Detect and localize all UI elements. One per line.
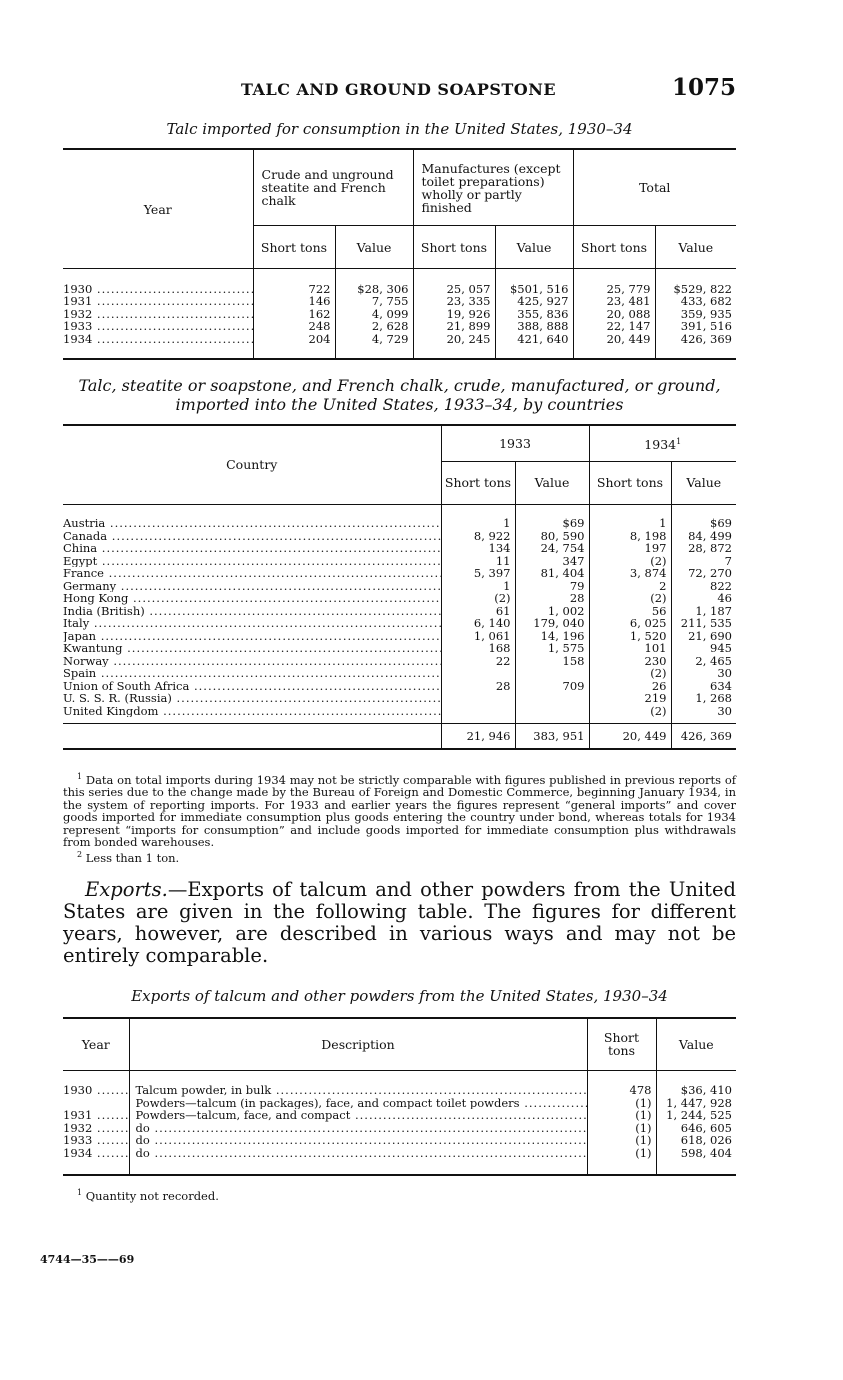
table-cell: 146 (253, 295, 335, 308)
country-label: Hong Kong ..... (63, 592, 441, 605)
table2-subheader: Value (515, 461, 589, 504)
description-label: Powders—talcum, face, and compact ..... (136, 1109, 588, 1122)
table3-footnote (63, 1187, 736, 1202)
table-cell: 2, 628 (335, 320, 413, 333)
country-label: China ..... (63, 542, 441, 555)
table-cell: 179, 040 (515, 617, 589, 630)
table-cell: (2) (589, 555, 671, 568)
table3-caption: Exports of talcum and other powders from the United States, 1930–34 (131, 987, 668, 1005)
table-cell: 219 (589, 692, 671, 705)
table-cell: 22, 147 (573, 320, 655, 333)
table-cell: 21, 690 (671, 630, 736, 643)
value-cell: 1, 447, 928 (656, 1097, 736, 1110)
value-cell: 598, 404 (656, 1147, 736, 1160)
table-cell: 61 (441, 605, 515, 618)
country-label: Union of South Africa ..... (63, 680, 441, 693)
table2-caption (63, 376, 736, 414)
table-cell: 1, 268 (671, 692, 736, 705)
table-cell (441, 692, 515, 705)
table-cell: 822 (671, 580, 736, 593)
table2-subheader: Value (671, 461, 736, 504)
table-cell: 81, 404 (515, 567, 589, 580)
description-label: Powders—talcum (in packages), face, and compact toilet powders ..... (136, 1097, 588, 1110)
table-cell: 197 (589, 542, 671, 555)
table2-year-header-1934 (589, 425, 736, 461)
table-cell: 211, 535 (671, 617, 736, 630)
table-cell: $69 (515, 517, 589, 530)
table3-header-short-tons: Short tons (587, 1018, 656, 1070)
table-cell: 28 (441, 680, 515, 693)
table-cell: 1, 520 (589, 630, 671, 643)
table-cell: 433, 682 (655, 295, 736, 308)
table-cell (441, 667, 515, 680)
table-cell: 426, 369 (655, 333, 736, 346)
table-cell: 23, 481 (573, 295, 655, 308)
table-cell: 26 (589, 680, 671, 693)
table-cell: 1, 575 (515, 642, 589, 655)
table-row (63, 320, 736, 333)
page-number: 1075 (671, 74, 736, 101)
table-cell: 230 (589, 655, 671, 668)
running-title: TALC AND GROUND SOAPSTONE (241, 80, 557, 99)
table-cell: $501, 516 (495, 283, 573, 296)
table-cell: 3, 874 (589, 567, 671, 580)
footnote (63, 1187, 736, 1202)
table1-caption: Talc imported for consumption in the United States, 1930–34 (166, 120, 633, 138)
table-cell: 21, 899 (413, 320, 495, 333)
table3-header-value: Value (656, 1018, 736, 1070)
table-row (63, 1084, 736, 1097)
table-row (63, 680, 736, 693)
table1-group-header-manufactures: Manufactures (except toilet preparations) wholly or partly finished (413, 149, 573, 226)
table1-group-header-total: Total (573, 149, 736, 226)
table-row (63, 642, 736, 655)
country-label: Norway ..... (63, 655, 441, 668)
table-row (63, 692, 736, 705)
value-cell: $36, 410 (656, 1084, 736, 1097)
table2-subheader: Short tons (441, 461, 515, 504)
year-1934: 1934 (644, 437, 677, 453)
table-cell: 722 (253, 283, 335, 296)
table-row (63, 705, 736, 718)
table-cell: 359, 935 (655, 308, 736, 321)
table1-year-header: Year (63, 149, 253, 269)
description-label: do ..... (136, 1147, 588, 1160)
total-cell: 426, 369 (671, 723, 736, 749)
table-cell: 634 (671, 680, 736, 693)
footnote-mark: 1 (676, 437, 682, 447)
table-cell: 1, 061 (441, 630, 515, 643)
table-row (63, 1147, 736, 1160)
table-cell: 347 (515, 555, 589, 568)
table-cell: 1 (589, 517, 671, 530)
exports-paragraph (63, 879, 736, 967)
table-cell: 158 (515, 655, 589, 668)
table-cell: 4, 729 (335, 333, 413, 346)
country-label: Canada ..... (63, 530, 441, 543)
table-row (63, 592, 736, 605)
tons-cell: (1) (587, 1147, 656, 1160)
year-label: 1932 ..... (63, 1122, 129, 1135)
table1-subheader: Value (335, 226, 413, 269)
table3-header-description: Description (129, 1018, 587, 1070)
table2 (63, 424, 736, 750)
tons-cell: (1) (587, 1134, 656, 1147)
table-cell: 72, 270 (671, 567, 736, 580)
table-cell: 1, 187 (671, 605, 736, 618)
table-cell: (2) (441, 592, 515, 605)
country-label: Italy ..... (63, 617, 441, 630)
table-cell (515, 705, 589, 718)
table-cell: 2 (589, 580, 671, 593)
footnote-mark: 2 (77, 849, 83, 859)
table-cell: 30 (671, 705, 736, 718)
table-row (63, 667, 736, 680)
value-cell: 618, 026 (656, 1134, 736, 1147)
table-cell: $529, 822 (655, 283, 736, 296)
table-cell: 945 (671, 642, 736, 655)
table-cell: 79 (515, 580, 589, 593)
value-cell: 646, 605 (656, 1122, 736, 1135)
table-cell: 168 (441, 642, 515, 655)
table-cell: 355, 836 (495, 308, 573, 321)
year-label: 1933 ..... (63, 320, 253, 333)
year-label: 1931 ..... (63, 1109, 129, 1122)
year-label: 1934 ..... (63, 1147, 129, 1160)
table-cell: 709 (515, 680, 589, 693)
table3 (63, 1017, 736, 1176)
table2-caption-line1: Talc, steatite or soapstone, and French chalk, crude, manufactured, or ground, (78, 376, 721, 395)
country-label: Austria ..... (63, 517, 441, 530)
country-label: India (British) ..... (63, 605, 441, 618)
table1-subheader: Value (655, 226, 736, 269)
tons-cell: (1) (587, 1122, 656, 1135)
table-cell: 6, 025 (589, 617, 671, 630)
table-cell: 134 (441, 542, 515, 555)
country-label: Japan ..... (63, 630, 441, 643)
table1-group-header-crude: Crude and unground steatite and French chalk (253, 149, 413, 226)
table-cell: 101 (589, 642, 671, 655)
table-cell: $28, 306 (335, 283, 413, 296)
table-cell: (2) (589, 667, 671, 680)
table1-subheader: Value (495, 226, 573, 269)
table1 (63, 148, 736, 360)
table-cell: 421, 640 (495, 333, 573, 346)
country-label: United Kingdom ..... (63, 705, 441, 718)
table-row (63, 655, 736, 668)
table-row (63, 1109, 736, 1122)
table-cell: (2) (589, 705, 671, 718)
country-label: U. S. S. R. (Russia) ..... (63, 692, 441, 705)
description-label: do ..... (136, 1122, 588, 1135)
table-cell: 22 (441, 655, 515, 668)
table-cell: $69 (671, 517, 736, 530)
footnote (63, 849, 736, 864)
table-cell: 19, 926 (413, 308, 495, 321)
description-label: do ..... (136, 1134, 588, 1147)
country-label: Germany ..... (63, 580, 441, 593)
table-cell: 11 (441, 555, 515, 568)
table-cell: 8, 922 (441, 530, 515, 543)
table-row (63, 580, 736, 593)
table-cell: 2, 465 (671, 655, 736, 668)
footnote (63, 771, 736, 849)
table-row (63, 567, 736, 580)
table-cell: 391, 516 (655, 320, 736, 333)
table-cell: 46 (671, 592, 736, 605)
table-cell: 1 (441, 517, 515, 530)
table-cell: 7 (671, 555, 736, 568)
running-head (63, 74, 736, 104)
country-label: France ..... (63, 567, 441, 580)
total-cell: 383, 951 (515, 723, 589, 749)
table-cell: 56 (589, 605, 671, 618)
value-cell: 1, 244, 525 (656, 1109, 736, 1122)
table-row (63, 333, 736, 346)
country-label: Spain ..... (63, 667, 441, 680)
table2-subheader: Short tons (589, 461, 671, 504)
table-row (63, 1134, 736, 1147)
table-cell: 248 (253, 320, 335, 333)
table-cell: 162 (253, 308, 335, 321)
table-cell: 4, 099 (335, 308, 413, 321)
paragraph-lead: Exports. (85, 878, 168, 901)
table-cell: 20, 088 (573, 308, 655, 321)
footnote-text: Data on total imports during 1934 may not be strictly comparable with figures published in previous reports of this series due to the change made by the Bureau of Foreign and Domestic Commerce, beginning January 1934, in the system of reporting imports. For 1933 and earlier years the figures represent “general imports” and cover goods imported for immediate consumption plus goods entering the country under bond, whereas totals for 1934 represent “imports for consumption” and include goods imported for immediate consumption plus withdrawals from bonded warehouses. (63, 772, 736, 850)
year-label: 1932 ..... (63, 308, 253, 321)
tons-cell: (1) (587, 1097, 656, 1110)
year-label: 1930 ..... (63, 1084, 129, 1097)
paragraph-text: —Exports of talcum and other powders from the United States are given in the following table. The figures for different years, however, are described in various ways and may not be entirely comparable. (63, 878, 736, 967)
table-row (63, 295, 736, 308)
table-cell: 14, 196 (515, 630, 589, 643)
tons-cell: 478 (587, 1084, 656, 1097)
table2-year-header-1933: 1933 (441, 425, 589, 461)
country-label: Kwantung ..... (63, 642, 441, 655)
table3-header-year: Year (81, 1036, 110, 1052)
table-cell: 28 (515, 592, 589, 605)
footnote-mark: 1 (77, 1188, 83, 1197)
table-cell: 24, 754 (515, 542, 589, 555)
footnote-text: Quantity not recorded. (85, 1188, 219, 1203)
table-cell (515, 667, 589, 680)
table-cell: 30 (671, 667, 736, 680)
table2-totals-row (63, 723, 736, 749)
print-code: 4744—35——69 (40, 1253, 135, 1266)
table-cell (441, 705, 515, 718)
table2-body (63, 517, 736, 717)
table1-subheader: Short tons (413, 226, 495, 269)
table-cell: 1, 002 (515, 605, 589, 618)
total-cell: 21, 946 (441, 723, 515, 749)
tons-cell: (1) (587, 1109, 656, 1122)
footnote-mark: 1 (77, 772, 83, 781)
table-cell: 425, 927 (495, 295, 573, 308)
table-cell: 23, 335 (413, 295, 495, 308)
year-label: 1933 ..... (63, 1134, 129, 1147)
table2-footnotes (63, 771, 736, 864)
table-cell: 28, 872 (671, 542, 736, 555)
table-cell: 7, 755 (335, 295, 413, 308)
table-cell: 5, 397 (441, 567, 515, 580)
table1-subheader: Short tons (573, 226, 655, 269)
table-cell: 6, 140 (441, 617, 515, 630)
table-cell: 8, 198 (589, 530, 671, 543)
table-row (63, 517, 736, 530)
table2-country-header: Country (63, 425, 441, 504)
table-row (63, 542, 736, 555)
table-cell: 204 (253, 333, 335, 346)
table-cell: 25, 779 (573, 283, 655, 296)
table-cell: 1 (441, 580, 515, 593)
table-cell: 80, 590 (515, 530, 589, 543)
total-cell: 20, 449 (589, 723, 671, 749)
table-row (63, 630, 736, 643)
table-row (63, 530, 736, 543)
footnote-text: Less than 1 ton. (85, 850, 180, 865)
year-label: 1934 ..... (63, 333, 253, 346)
table-cell: (2) (589, 592, 671, 605)
table-cell: 20, 449 (573, 333, 655, 346)
table-cell: 388, 888 (495, 320, 573, 333)
table2-caption-line2: imported into the United States, 1933–34, by countries (175, 395, 624, 414)
table1-subheader: Short tons (253, 226, 335, 269)
table3-body (63, 1084, 736, 1159)
table-cell: 20, 245 (413, 333, 495, 346)
year-label: 1930 ..... (63, 283, 253, 296)
table-cell: 25, 057 (413, 283, 495, 296)
table-cell (515, 692, 589, 705)
description-label: Talcum powder, in bulk ..... (136, 1084, 588, 1097)
table-cell: 84, 499 (671, 530, 736, 543)
country-label: Egypt ..... (63, 555, 441, 568)
year-label: 1931 ..... (63, 295, 253, 308)
table-row (63, 617, 736, 630)
